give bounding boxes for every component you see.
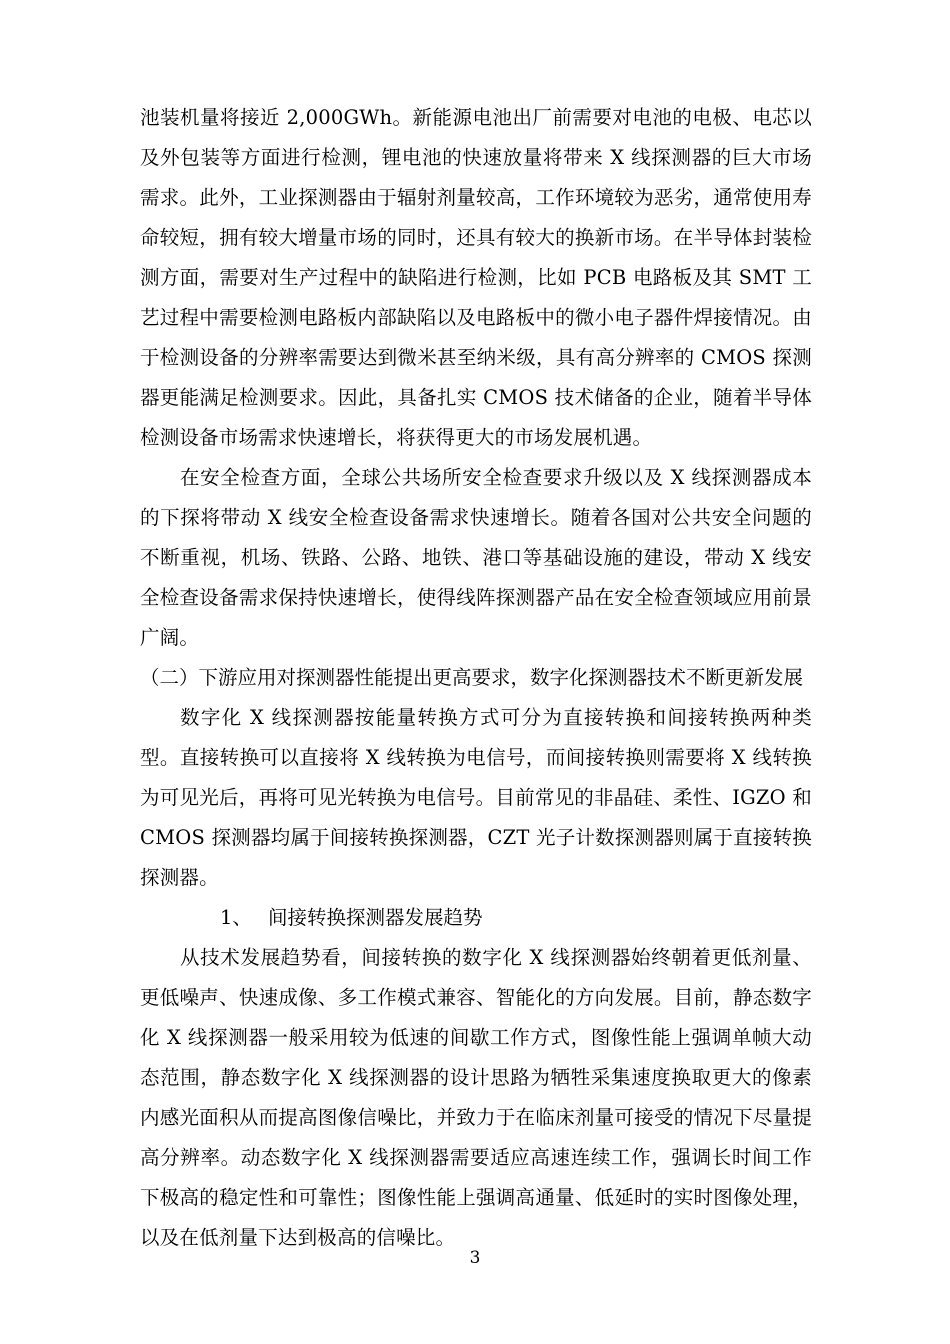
numbered-item-text: 间接转换探测器发展趋势 <box>268 906 483 929</box>
numbered-item-1 <box>140 898 812 938</box>
paragraph-2: 在安全检查方面，全球公共场所安全检查要求升级以及 X 线探测器成本的下探将带动 X 线安全检查设备需求快速增长。随着各国对公共安全问题的不断重视，机场、铁路、公路、地铁、港口等基础设施的建设，带动 X 线安全检查设备需求保持快速增长，使得线阵探测器产品在安全检查领域应用前景广阔。 <box>140 466 812 649</box>
numbered-item-label: 1、 <box>220 906 252 929</box>
document-body <box>140 98 812 1258</box>
paragraph-4: 从技术发展趋势看，间接转换的数字化 X 线探测器始终朝着更低剂量、更低噪声、快速成像、多工作模式兼容、智能化的方向发展。目前，静态数字化 X 线探测器一般采用较为低速的间歇工作方式，图像性能上强调单帧大动态范围，静态数字化 X 线探测器的设计思路为牺牲采集速度换取更大的像素内感光面积从而提高图像信噪比，并致力于在临床剂量可接受的情况下尽量提高分辨率。动态数字化 X 线探测器需要适应高速连续工作，强调长时间工作下极高的稳定性和可靠性；图像性能上强调高通量、低延时的实时图像处理，以及在低剂量下达到极高的信噪比。 <box>140 946 812 1249</box>
page-number: 3 <box>469 1248 481 1268</box>
paragraph-3: 数字化 X 线探测器按能量转换方式可分为直接转换和间接转换两种类型。直接转换可以直接将 X 线转换为电信号，而间接转换则需要将 X 线转换为可见光后，再将可见光转换为电信号。目前常见的非晶硅、柔性、IGZO 和 CMOS 探测器均属于间接转换探测器，CZT 光子计数探测器则属于直接转换探测器。 <box>140 706 812 889</box>
section-heading-2: （二）下游应用对探测器性能提出更高要求，数字化探测器技术不断更新发展 <box>140 666 804 689</box>
paragraph-1: 池装机量将接近 2,000GWh。新能源电池出厂前需要对电池的电极、电芯以及外包装等方面进行检测，锂电池的快速放量将带来 X 线探测器的巨大市场需求。此外，工业探测器由于辐射剂量较高，工作环境较为恶劣，通常使用寿命较短，拥有较大增量市场的同时，还具有较大的换新市场。在半导体封装检测方面，需要对生产过程中的缺陷进行检测，比如 PCB 电路板及其 SMT 工艺过程中需要检测电路板内部缺陷以及电路板中的微小电子器件焊接情况。由于检测设备的分辨率需要达到微米甚至纳米级，具有高分辨率的 CMOS 探测器更能满足检测要求。因此，具备扎实 CMOS 技术储备的企业，随着半导体检测设备市场需求快速增长，将获得更大的市场发展机遇。 <box>140 106 812 449</box>
